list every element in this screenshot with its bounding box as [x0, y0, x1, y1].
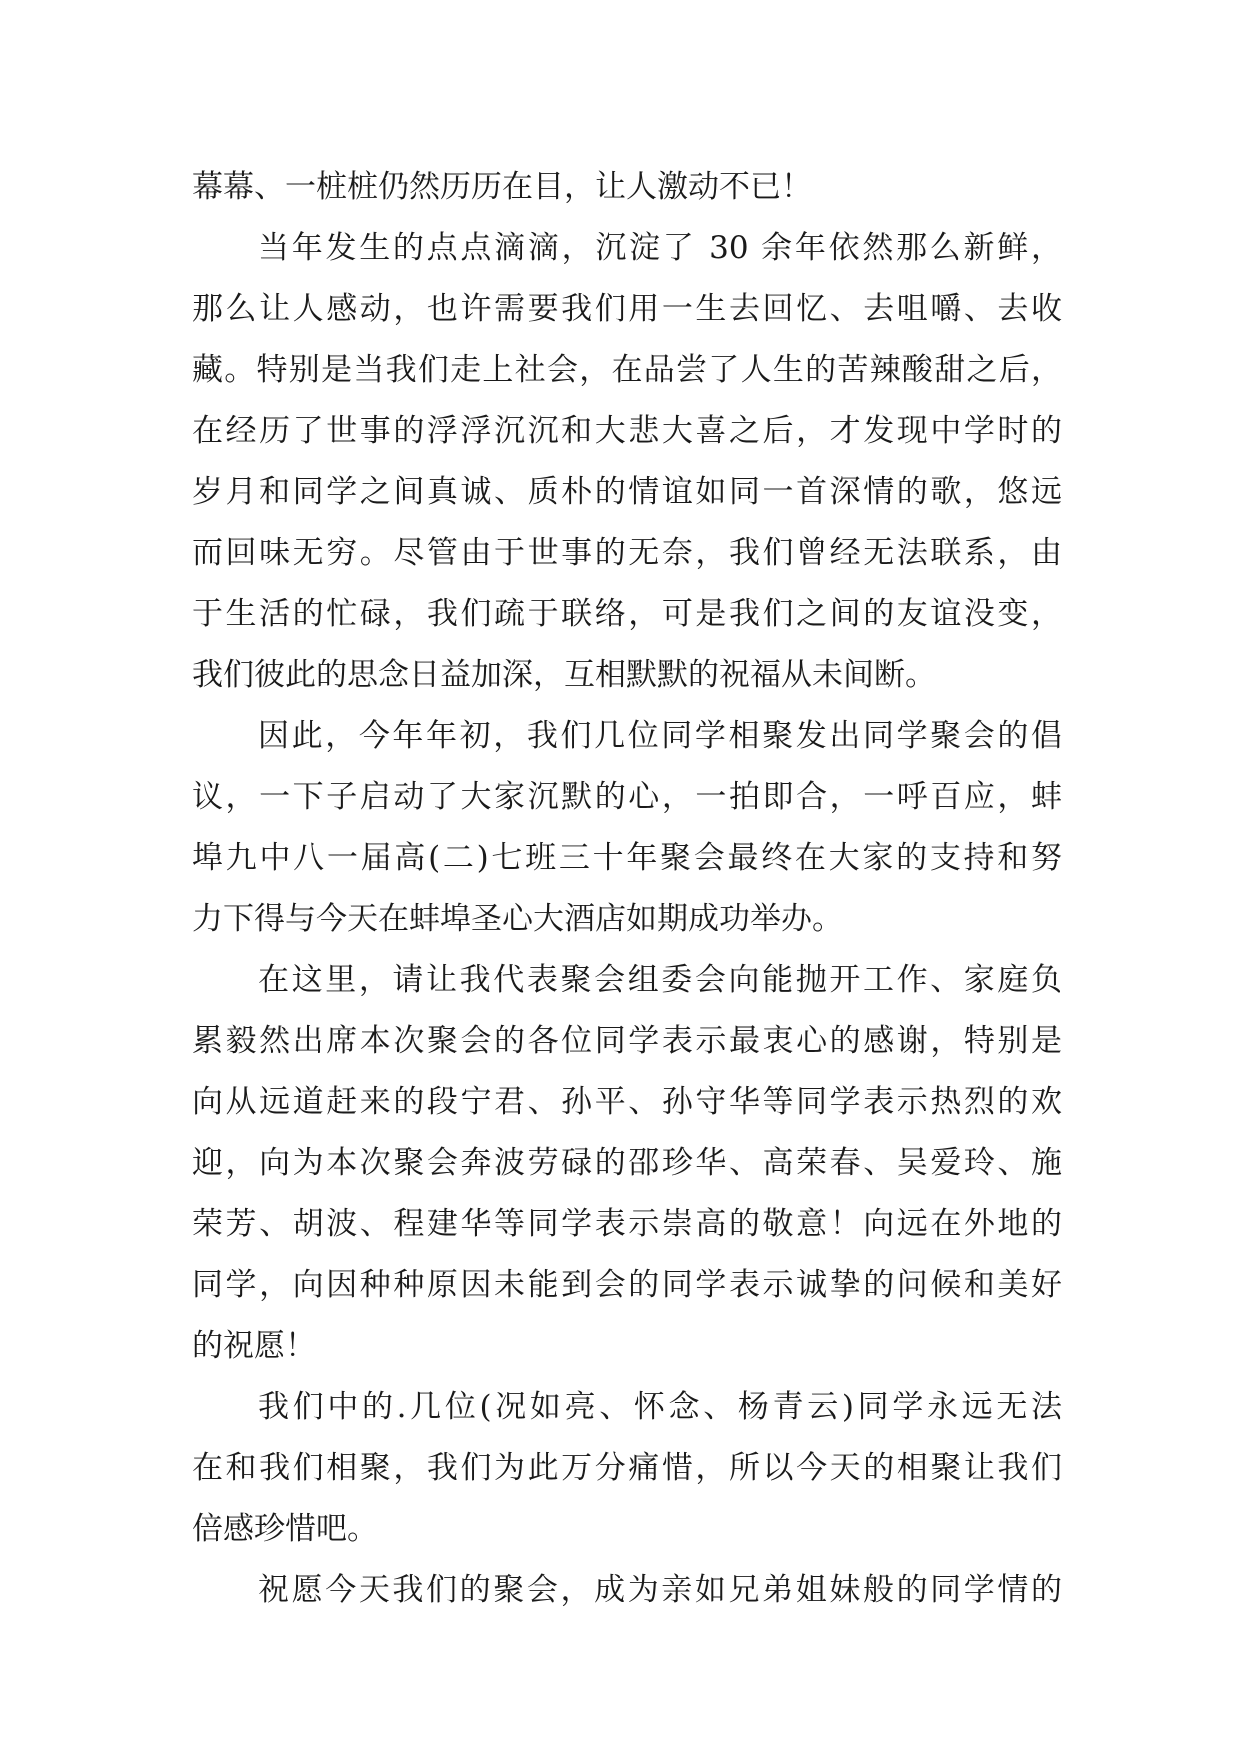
paragraph-line: 荣芳、胡波、程建华等同学表示崇高的敬意！向远在外地的 — [192, 1206, 1062, 1242]
paragraph-line: 幕幕、一桩桩仍然历历在目，让人激动不已！ — [192, 169, 812, 205]
paragraph-line: 那么让人感动，也许需要我们用一生去回忆、去咀嚼、去收 — [192, 291, 1062, 327]
paragraph-line: 埠九中八一届高(二)七班三十年聚会最终在大家的支持和努 — [192, 840, 1062, 876]
paragraph-line: 倍感珍惜吧。 — [192, 1511, 378, 1547]
paragraph-line: 向从远道赶来的段宁君、孙平、孙守华等同学表示热烈的欢 — [192, 1084, 1062, 1120]
paragraph-line: 累毅然出席本次聚会的各位同学表示最衷心的感谢，特别是 — [192, 1023, 1062, 1059]
paragraph-line: 岁月和同学之间真诚、质朴的情谊如同一首深情的歌，悠远 — [192, 474, 1062, 510]
document-body — [192, 157, 1062, 1621]
paragraph-line: 力下得与今天在蚌埠圣心大酒店如期成功举办。 — [192, 901, 843, 937]
paragraph-line: 议，一下子启动了大家沉默的心，一拍即合，一呼百应，蚌 — [192, 779, 1062, 815]
paragraph-line: 当年发生的点点滴滴，沉淀了 30 余年依然那么新鲜， — [258, 230, 1062, 266]
paragraph-line: 藏。特别是当我们走上社会，在品尝了人生的苦辣酸甜之后， — [192, 352, 1062, 388]
paragraph-line: 的祝愿！ — [192, 1328, 316, 1364]
paragraph-line: 我们彼此的思念日益加深，互相默默的祝福从未间断。 — [192, 657, 936, 693]
paragraph-line: 在这里，请让我代表聚会组委会向能抛开工作、家庭负 — [258, 962, 1062, 998]
paragraph-line: 于生活的忙碌，我们疏于联络，可是我们之间的友谊没变， — [192, 596, 1062, 632]
paragraph-line: 在经历了世事的浮浮沉沉和大悲大喜之后，才发现中学时的 — [192, 413, 1062, 449]
paragraph-line: 迎，向为本次聚会奔波劳碌的邵珍华、高荣春、吴爱玲、施 — [192, 1145, 1062, 1181]
paragraph-line: 因此，今年年初，我们几位同学相聚发出同学聚会的倡 — [258, 718, 1062, 754]
paragraph-line: 祝愿今天我们的聚会，成为亲如兄弟姐妹般的同学情的 — [258, 1572, 1062, 1608]
paragraph-line: 我们中的.几位(况如亮、怀念、杨青云)同学永远无法 — [258, 1389, 1062, 1425]
paragraph-line: 在和我们相聚，我们为此万分痛惜，所以今天的相聚让我们 — [192, 1450, 1062, 1486]
paragraph-line: 同学，向因种种原因未能到会的同学表示诚挚的问候和美好 — [192, 1267, 1062, 1303]
paragraph-line: 而回味无穷。尽管由于世事的无奈，我们曾经无法联系，由 — [192, 535, 1062, 571]
